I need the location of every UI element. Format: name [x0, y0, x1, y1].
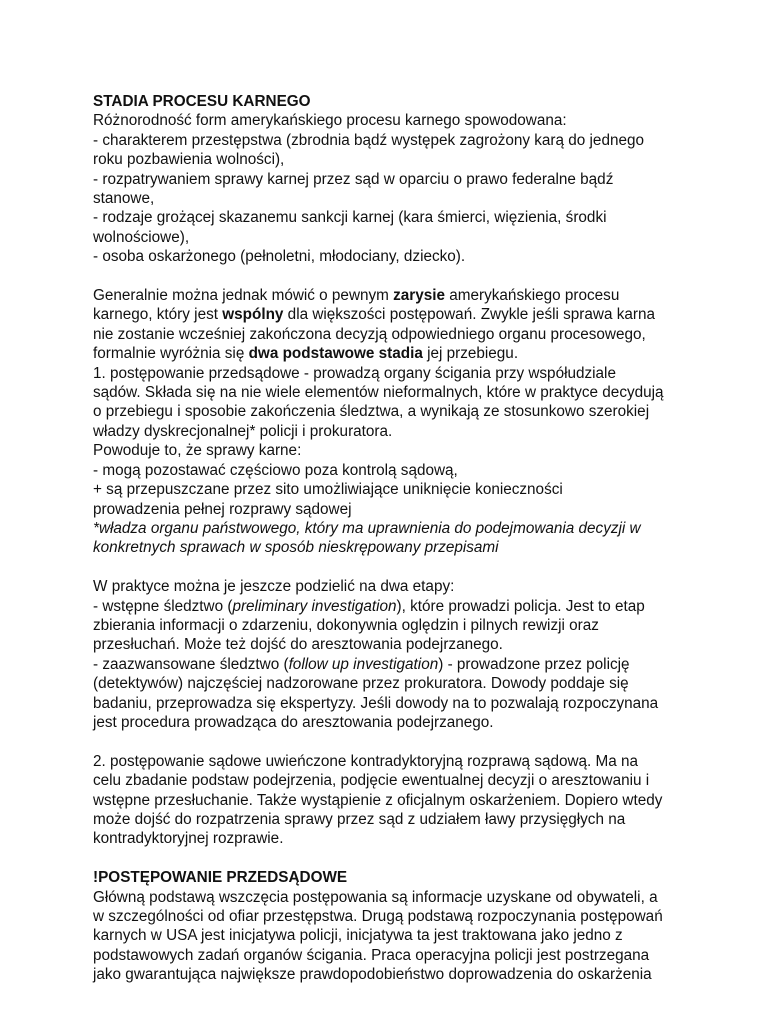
paragraph-line: władzy dyskrecjonalnej* policji i prokuratora. [93, 422, 393, 440]
paragraph-line: podstawowych zadań organów ścigania. Praca operacyjna policji jest postrzegana [93, 946, 650, 964]
paragraph-line: w szczególności od ofiar przestępstwa. Drugą podstawą rozpoczynania postępowań [93, 908, 663, 925]
footnote-line: *władza organu państwowego, który ma uprawnienia do podejmowania decyzji w [93, 519, 641, 537]
paragraph-line: formalnie wyróżnia się dwa podstawowe stadia jej przebiegu. [93, 345, 519, 363]
paragraph-line: o przebiegu i sposobie zakończenia śledztwa, a wynikają ze stosunkowo szerokiej [93, 403, 650, 421]
paragraph-line: Powoduje to, że sprawy karne: [93, 442, 302, 460]
paragraph-line: badaniu, przeprowadza się ekspertyzy. Jeśli dowody na to pozwalają rozpoczynana [93, 694, 659, 712]
paragraph-line: jest procedura prowadząca do aresztowania podejrzanego. [93, 713, 494, 731]
paragraph-spacer [93, 849, 713, 868]
paragraph-spacer [93, 267, 713, 286]
italic-term-follow-up: follow up investigation [288, 655, 439, 673]
paragraph-line: - mogą pozostawać częściowo poza kontrolą sądową, [93, 461, 458, 479]
bold-term-zarysie: zarysie [393, 287, 446, 305]
paragraph-line: Główną podstawą wszczęcia postępowania są informacje uzyskane od obywateli, a [93, 888, 658, 906]
paragraph-line: nie zostanie wcześniej zakończona decyzją odpowiedniego organu procesowego, [93, 325, 646, 343]
paragraph-line: jako gwarantująca największe prawdopodobieństwo doprowadzenia do oskarżenia [93, 966, 652, 984]
paragraph-line: (detektywów) najczęściej nadzorowane przez prokuratora. Dowody poddaje się [93, 675, 629, 693]
intro-line: Różnorodność form amerykańskiego procesu karnego spowodowana: [93, 112, 567, 130]
italic-term-preliminary: preliminary investigation [232, 597, 397, 615]
paragraph-line: wstępne przesłuchanie. Także wystąpienie z oficjalnym oskarżeniem. Dopiero wtedy [93, 791, 663, 809]
paragraph-spacer [93, 732, 713, 751]
footnote-line: konkretnych sprawach w sposób nieskrępowany przepisami [93, 539, 499, 557]
bold-term-dwa-stadia: dwa podstawowe stadia [248, 345, 423, 363]
paragraph-line: celu zbadanie podstaw podejrzenia, podjęcie ewentualnej decyzji o aresztowaniu i [93, 772, 650, 790]
paragraph-line: karnego, który jest wspólny dla większości postępowań. Zwykle jeśli sprawa karna [93, 306, 655, 324]
bold-term-wspolny: wspólny [222, 306, 284, 324]
paragraph-line: sądów. Składa się na nie wiele elementów nieformalnych, które w praktyce decydują [93, 384, 664, 402]
bullet-line: - rozpatrywaniem sprawy karnej przez sąd w oparciu o prawo federalne bądź [93, 170, 614, 188]
paragraph-line: karnych w USA jest inicjatywa policji, inicjatywa ta jest traktowana jako jedno z [93, 927, 623, 945]
bullet-line: roku pozbawienia wolności), [93, 151, 285, 169]
paragraph-line: zbierania informacji o zdarzeniu, dokonywnia oględzin i pilnych rewizji oraz [93, 616, 599, 634]
paragraph-line: prowadzenia pełnej rozprawy sądowej [93, 500, 352, 518]
paragraph-line: Generalnie można jednak mówić o pewnym zarysie amerykańskiego procesu [93, 287, 620, 305]
paragraph-line: + są przepuszczane przez sito umożliwiające uniknięcie konieczności [93, 481, 563, 499]
paragraph-line: W praktyce można je jeszcze podzielić na dwa etapy: [93, 578, 455, 596]
bullet-line: - charakterem przestępstwa (zbrodnia bądź występek zagrożony karą do jednego [93, 131, 644, 149]
paragraph-spacer [93, 558, 713, 577]
bullet-line: - rodzaje grożącej skazanemu sankcji karnej (kara śmierci, więzienia, środki [93, 209, 607, 227]
paragraph-line: kontradyktoryjnej rozprawie. [93, 830, 284, 848]
paragraph-line: 1. postępowanie przedsądowe - prowadzą organy ścigania przy współudziale [93, 364, 616, 382]
paragraph-line: - zaazwansowane śledztwo (follow up investigation) - prowadzone przez policję [93, 655, 630, 673]
section-heading-postepowanie: !POSTĘPOWANIE PRZEDSĄDOWE [93, 869, 348, 887]
bullet-line: stanowe, [93, 190, 155, 208]
section-heading-stadia: STADIA PROCESU KARNEGO [93, 93, 311, 110]
document-page [93, 92, 713, 985]
bullet-line: wolnościowe), [93, 228, 190, 246]
paragraph-line: 2. postępowanie sądowe uwieńczone kontradyktoryjną rozprawą sądową. Ma na [93, 752, 639, 770]
paragraph-line: - wstępne śledztwo (preliminary investigation), które prowadzi policja. Jest to etap [93, 597, 645, 615]
bullet-line: - osoba oskarżonego (pełnoletni, młodociany, dziecko). [93, 248, 466, 266]
paragraph-line: przesłuchań. Może też dojść do aresztowania podejrzanego. [93, 636, 503, 654]
paragraph-line: może dojść do rozpatrzenia sprawy przez sąd z udziałem ławy przysięgłych na [93, 810, 626, 828]
